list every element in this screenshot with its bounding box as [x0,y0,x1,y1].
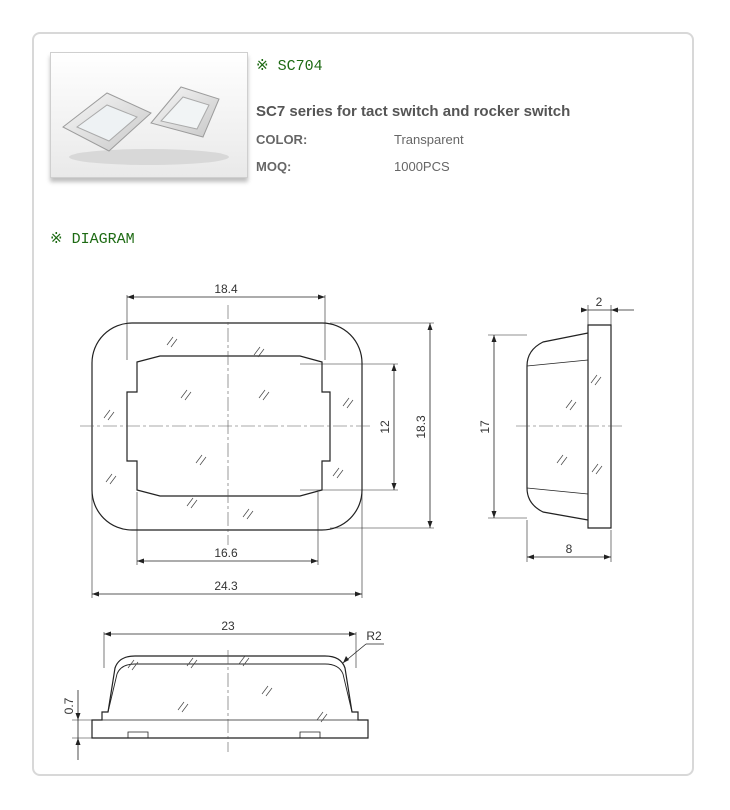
dim-outer-width: 24.3 [214,579,238,593]
moq-label: MOQ: [256,159,292,174]
moq-value: 1000PCS [394,159,450,174]
dim-outer-height: 18.3 [414,415,428,439]
dim-inner-bottom-width: 16.6 [214,546,238,560]
color-value: Transparent [394,132,464,147]
dim-front-width: 23 [221,619,235,633]
front-view [72,632,384,760]
dim-inner-height: 12 [378,420,392,434]
product-code: ※ SC704 [256,58,323,75]
dim-depth: 8 [565,542,573,556]
dim-flange: 2 [595,295,603,309]
dim-side-height: 17 [478,420,492,434]
color-label: COLOR: [256,132,308,147]
diagram-heading: ※ DIAGRAM [50,231,135,248]
dim-radius: R2 [366,629,382,643]
side-view [488,305,634,562]
dim-inner-top-width: 18.4 [214,282,238,296]
dim-thickness: 0.7 [62,697,76,715]
series-title: SC7 series for tact switch and rocker switch [256,103,571,120]
top-view [80,295,434,598]
